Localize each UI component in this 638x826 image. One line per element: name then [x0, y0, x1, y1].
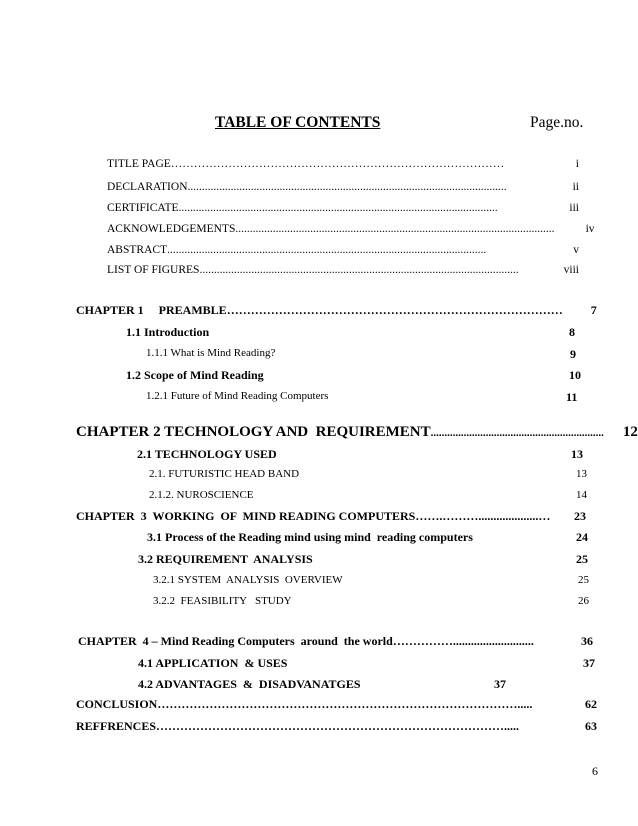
toc-section-2-1: 2.1 TECHNOLOGY USED: [137, 447, 277, 461]
toc-entry-abstract: [107, 244, 579, 256]
toc-chapter-1: [76, 303, 597, 318]
toc-subsection-2-1-2: 2.1.2. NUROSCIENCE: [149, 489, 254, 501]
toc-entry-title-page: [107, 158, 579, 170]
chapter-label: CHAPTER 3 WORKING OF MIND READING COMPUTERS: [76, 509, 416, 523]
entry-page: ii: [572, 181, 579, 193]
toc-entry-declaration: [107, 181, 579, 193]
toc-subsection-3-2-1: 3.2.1 SYSTEM ANALYSIS OVERVIEW: [153, 574, 343, 586]
leader-dots: ……………………………………………………………………………: [170, 158, 505, 170]
toc-section-page: 24: [576, 530, 588, 544]
entry-label: REFFRENCES: [76, 719, 157, 733]
toc-section-page: 13: [571, 447, 583, 461]
entry-label: CERTIFICATE: [107, 202, 179, 214]
leader-dots: ……………………………………………………………………………….....: [157, 697, 533, 711]
leader-dots: ...............................................................................................................: [167, 244, 487, 256]
toc-section-page: 9: [570, 347, 576, 361]
entry-page: i: [575, 158, 579, 170]
toc-section-page: 8: [569, 325, 575, 339]
toc-section-page: 13: [576, 468, 587, 480]
toc-section-page: 10: [569, 368, 581, 382]
toc-subsection-1-1-1: 1.1.1 What is Mind Reading?: [146, 347, 276, 359]
leader-dots: …………………………………………………………………………….....: [156, 719, 520, 733]
page-footer-number: 6: [592, 764, 598, 778]
toc-section-page: 26: [578, 595, 589, 607]
toc-section-page: 37: [583, 656, 595, 670]
toc-conclusion: [76, 697, 597, 712]
toc-chapter-4: [78, 634, 593, 649]
toc-section-page: 37: [494, 677, 506, 691]
toc-section-page: 25: [576, 552, 588, 566]
entry-label: DECLARATION: [107, 181, 188, 193]
toc-section-4-2: 4.2 ADVANTAGES & DISADVANATGES: [138, 677, 361, 691]
toc-chapter-2: [76, 424, 638, 441]
entry-page: iii: [569, 202, 579, 214]
leader-dots: …………………………………………………………………………: [226, 303, 563, 317]
toc-entry-acknowledgements: [107, 223, 595, 235]
entry-page: 62: [585, 697, 597, 711]
leader-dots: …….………....................…: [415, 509, 551, 523]
entry-label: ABSTRACT: [107, 244, 168, 256]
chapter-label: CHAPTER 4 – Mind Reading Computers around the world: [78, 634, 393, 648]
page-number-heading: Page.no.: [530, 114, 584, 131]
leader-dots: ……………...........................: [392, 634, 534, 648]
leader-dots: ...............................................................................................................: [187, 181, 507, 193]
toc-section-page: 14: [576, 489, 587, 501]
leader-dots: ...............................................................................................................: [178, 202, 498, 214]
toc-subsection-1-2-1: 1.2.1 Future of Mind Reading Computers: [146, 390, 329, 402]
toc-section-1-1: 1.1 Introduction: [126, 325, 210, 339]
entry-label: CONCLUSION: [76, 697, 158, 711]
entry-label: TITLE PAGE: [107, 158, 171, 170]
chapter-label: CHAPTER 1 PREAMBLE: [76, 303, 227, 317]
chapter-page: 7: [590, 303, 597, 317]
entry-page: viii: [563, 264, 579, 276]
leader-dots: ...............................................................................................................: [235, 223, 555, 235]
toc-subsection-2-1: 2.1. FUTURISTIC HEAD BAND: [149, 468, 300, 480]
toc-section-4-1: 4.1 APPLICATION & USES: [138, 656, 288, 670]
toc-subsection-3-2-2: 3.2.2 FEASIBILITY STUDY: [153, 595, 292, 607]
toc-references: [76, 719, 597, 734]
toc-section-1-2: 1.2 Scope of Mind Reading: [126, 368, 264, 382]
chapter-page: 36: [581, 634, 593, 648]
toc-section-page: 25: [578, 574, 589, 586]
entry-label: ACKNOWLEDGEMENTS: [107, 223, 236, 235]
chapter-page: 12: [622, 424, 638, 440]
chapter-page: 23: [574, 509, 586, 523]
toc-entry-list-of-figures: [107, 264, 579, 276]
chapter-label: CHAPTER 2 TECHNOLOGY AND REQUIREMENT: [76, 424, 431, 440]
toc-section-3-2: 3.2 REQUIREMENT ANALYSIS: [138, 552, 313, 566]
leader-dots: ...............................................................................................................: [199, 264, 519, 276]
entry-page: 63: [585, 719, 597, 733]
toc-section-page: 11: [566, 390, 578, 404]
entry-page: v: [573, 244, 579, 256]
toc-section-3-1: 3.1 Process of the Reading mind using mind reading computers: [147, 530, 473, 544]
leader-dots: ...............................................................: [430, 427, 604, 439]
entry-label: LIST OF FIGURES: [107, 264, 200, 276]
toc-chapter-3: [76, 509, 586, 524]
toc-entry-certificate: [107, 202, 579, 214]
toc-title: TABLE OF CONTENTS: [215, 114, 381, 131]
entry-page: iv: [585, 223, 595, 235]
